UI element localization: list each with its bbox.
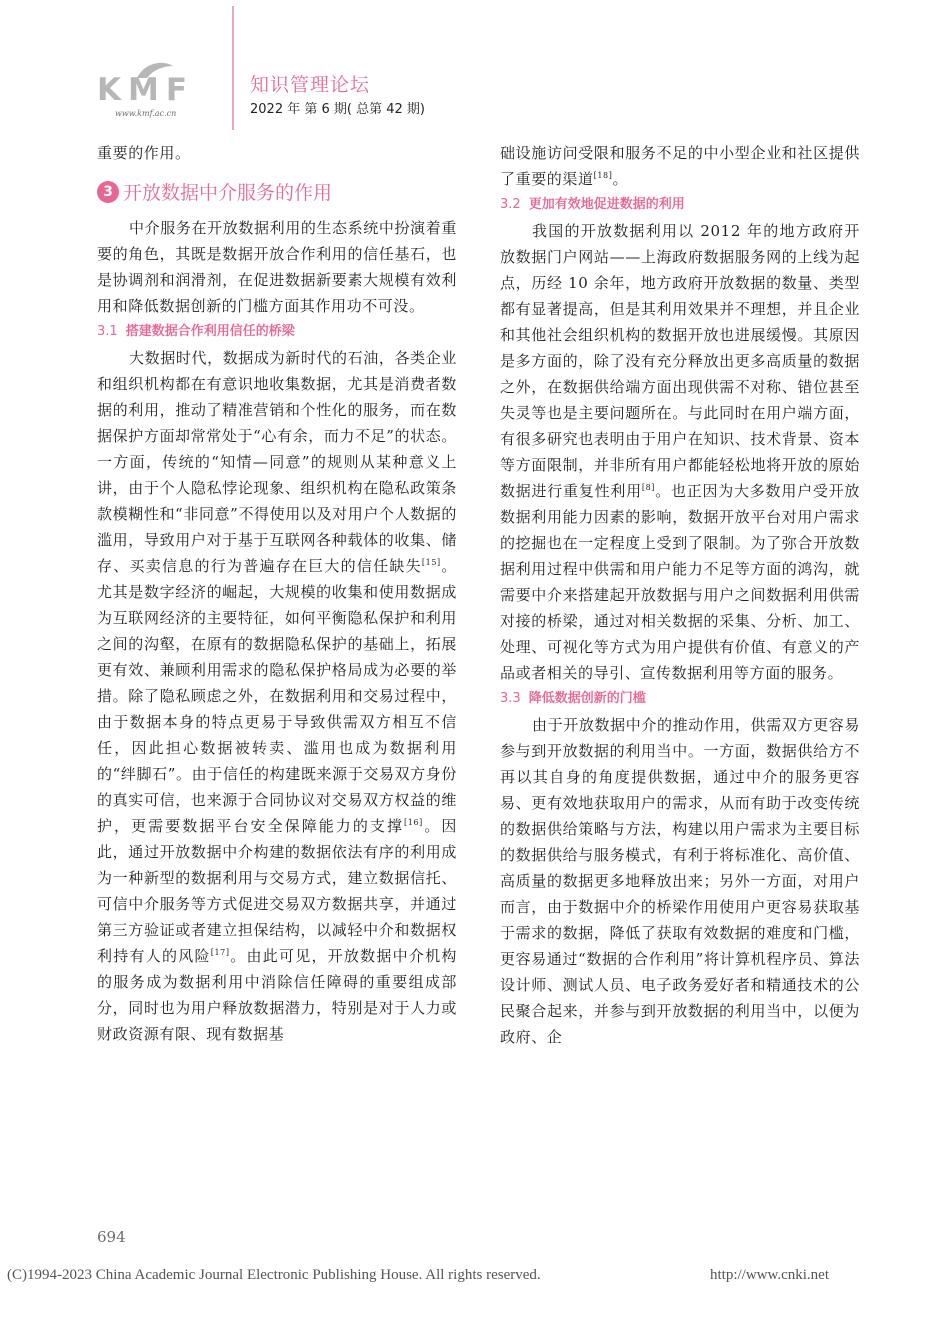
copyright-text: (C)1994-2023 China Academic Journal Electronic Publishing House. All rights reserved. — [7, 1267, 541, 1283]
text-run: 。 — [612, 170, 629, 188]
text-run: 。因此，通过开放数据中介构建的数据依法有序的利用成为一种新型的数据利用与交易方式，建立数据信托、可信中介服务等方式促进交易双方数据共享，并通过第三方验证或者建立担保结构，以减轻中介和数据权利持有人的风险 — [97, 817, 457, 965]
section-title: 开放数据中介服务的作用 — [123, 182, 333, 204]
text-run: 大数据时代，数据成为新时代的石油，各类企业和组织机构都在有意识地收集数据，尤其是消费者数据的利用，推动了精准营销和个性化的服务，而在数据保护方面却常常处于“心有余，而力不足”的状态。一方面，传统的“知情—同意”的规则从某种意义上讲，由于个人隐私悖论现象、组织机构在隐私政策条款模糊性和“非同意”不得使用以及对用户个人数据的滥用，导致用户对于基于互联网各种载体的收集、储存、买卖信息的行为普遍存在巨大的信任缺失 — [97, 349, 457, 575]
header-divider — [232, 6, 234, 130]
text-run: 础设施访问受限和服务不足的中小型企业和社区提供了重要的渠道 — [500, 144, 860, 188]
right-column — [500, 140, 860, 1050]
subsection-number: 3.1 — [97, 324, 118, 339]
paragraph: 重要的作用。 — [97, 144, 191, 162]
citation: [16] — [404, 818, 423, 827]
subsection-title: 更加有效地促进数据的利用 — [528, 197, 685, 212]
page-number: 694 — [97, 1228, 126, 1246]
citation: [15] — [421, 558, 441, 567]
paragraph — [97, 345, 457, 1047]
logo-text: KMF — [97, 72, 195, 108]
paragraph — [500, 140, 860, 192]
logo-url: www.kmf.ac.cn — [115, 109, 177, 118]
paragraph: 由于开放数据中介的推动作用，供需双方更容易参与到开放数据的利用当中。一方面，数据供给方不再以其自身的角度提供数据，通过中介的服务更容易、更有效地获取用户的需求，从而有助于改变传统的数据供给策略与方法，构建以用户需求为主要目标的数据供给与服务模式，有利于将标准化、高价值、高质量的数据更多地释放出来；另外一方面，对用户而言，由于数据中介的桥梁作用使用户更容易获取基于需求的数据，降低了获取有效数据的难度和门槛，更容易通过“数据的合作利用”将计算机程序员、算法设计师、测试人员、电子政务爱好者和精通技术的公民聚合起来，并参与到开放数据的利用当中，以便为政府、企 — [500, 716, 860, 1046]
text-run: 。由此可见，开放数据中介机构的服务成为数据利用中消除信任障碍的重要组成部分，同时也为用户释放数据潜力，特别是对于人力或财政资源有限、现有数据基 — [97, 947, 458, 1043]
citation: [18] — [593, 171, 613, 180]
subsection-heading-3-3 — [500, 687, 860, 711]
subsection-number: 3.3 — [500, 691, 521, 706]
subsection-heading-3-2 — [500, 193, 860, 217]
citation: [8] — [641, 483, 656, 492]
citation: [17] — [210, 948, 230, 957]
text-run: 。也正因为大多数用户受开放数据利用能力因素的影响，数据开放平台对用户需求的挖掘也在一定程度上受到了限制。为了弥合开放数据利用过程中供需和用户能力不足等方面的鸿沟，就需要中介来搭建起开放数据与用户之间数据利用供需对接的桥梁，通过对相关数据的采集、分析、加工、处理、可视化等方式为用户提供有价值、有意义的产品或者相关的导引、宣传数据利用等方面的服务。 — [500, 482, 860, 682]
text-run: 我国的开放数据利用以 2012 年的地方政府开放数据门户网站——上海政府数据服务网的上线为起点，历经 10 余年，地方政府开放数据的数量、类型都有显著提高，但是其利用效果并不理想，并且企业和其他社会组织机构的数据开放也进展缓慢。其原因是多方面的，除了没有充分释放出更多高质量的数据之外，在数据供给端方面出现供需不对称、错位甚至失灵等也是主要问题所在。与此同时在用户端方面，有很多研究也表明由于用户在知识、技术背景、资本等方面限制，并非所有用户都能轻松地将开放的原始数据进行重复性利用 — [500, 222, 860, 500]
paragraph: 中介服务在开放数据利用的生态系统中扮演着重要的角色，其既是数据开放合作利用的信任基石，也是协调剂和润滑剂，在促进数据新要素大规模有效利用和降低数据创新的门槛方面其作用功不可没。 — [97, 219, 457, 315]
subsection-number: 3.2 — [500, 197, 521, 212]
journal-header — [0, 0, 950, 135]
journal-title: 知识管理论坛 — [250, 74, 371, 96]
left-column — [97, 140, 457, 1047]
kmf-logo — [97, 60, 223, 122]
paragraph — [500, 218, 860, 686]
cnki-link[interactable]: http://www.cnki.net — [710, 1267, 830, 1283]
section-number: 3 — [97, 181, 119, 203]
journal-issue: 2022 年 第 6 期( 总第 42 期) — [250, 102, 425, 117]
subsection-title: 降低数据创新的门槛 — [528, 691, 646, 706]
subsection-heading-3-1 — [97, 320, 457, 344]
section-heading — [97, 178, 457, 205]
text-run: 。尤其是数字经济的崛起，大规模的收集和使用数据成为互联网经济的主要特征，如何平衡隐私保护和利用之间的沟壑，在原有的数据隐私保护的基础上，拓展更有效、兼顾利用需求的隐私保护格局成为必要的举措。除了隐私顾虑之外，在数据利用和交易过程中，由于数据本身的特点更易于导致供需双方相互不信任，因此担心数据被转卖、滥用也成为数据利用的“绊脚石”。由于信任的构建既来源于交易双方身份的真实可信，也来源于合同协议对交易双方权益的维护，更需要数据平台安全保障能力的支撑 — [97, 557, 457, 835]
subsection-title: 搭建数据合作利用信任的桥梁 — [125, 324, 295, 339]
